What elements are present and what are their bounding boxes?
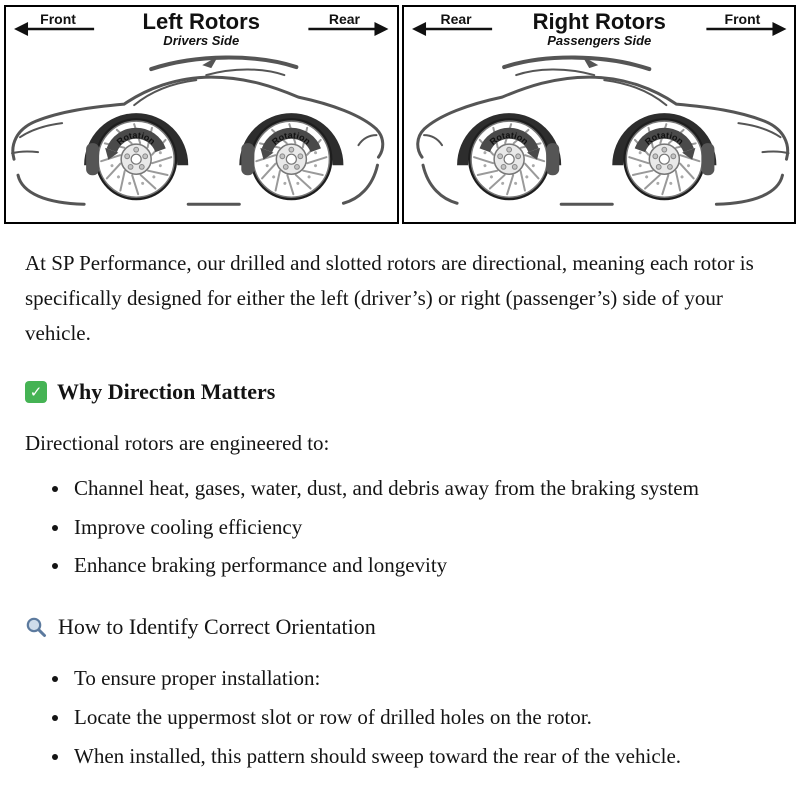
- why-direction-heading-text: Why Direction Matters: [57, 379, 276, 405]
- panel-subtitle: Passengers Side: [546, 33, 651, 49]
- list-item: • Improve cooling efficiency: [71, 510, 760, 545]
- check-icon: ✓: [25, 381, 47, 403]
- list-item: • Locate the uppermost slot or row of drilled holes on the rotor.: [71, 700, 760, 735]
- list-item: • When installed, this pattern should sweep toward the rear of the vehicle.: [71, 739, 760, 774]
- panel-title: Right Rotors: [532, 9, 666, 35]
- front-label: Front: [40, 11, 76, 28]
- engineered-lead: Directional rotors are engineered to:: [25, 431, 330, 456]
- intro-paragraph: At SP Performance, our drilled and slotted rotors are directional, meaning each rotor is specifically designed for either the left (driver’s) or right (passenger’s) side of your vehicle.: [25, 251, 754, 345]
- magnifier-icon: [25, 616, 47, 638]
- why-direction-list: [25, 471, 760, 583]
- identify-orientation-heading: [25, 609, 760, 645]
- rotation-label: Rotation: [114, 130, 158, 147]
- rotation-label: Rotation: [269, 130, 313, 147]
- article-body: [0, 224, 800, 809]
- list-item: • Enhance braking performance and longevity: [71, 548, 760, 583]
- rear-label: Rear: [328, 11, 360, 28]
- identify-orientation-list: [25, 661, 760, 773]
- rotor-direction-diagram: [0, 0, 800, 224]
- panel-subtitle: Drivers Side: [163, 33, 240, 49]
- car-side-view-left: [12, 56, 383, 204]
- rear-label: Rear: [440, 11, 472, 28]
- rotation-label: Rotation: [642, 130, 686, 147]
- right-rotors-illustration: [404, 7, 795, 222]
- why-direction-heading: [25, 374, 760, 410]
- right-rotors-panel: [402, 5, 797, 224]
- front-label: Front: [724, 11, 760, 28]
- left-rotors-panel: [4, 5, 399, 224]
- list-item: • To ensure proper installation:: [71, 661, 760, 696]
- list-item: • Channel heat, gases, water, dust, and debris away from the braking system: [71, 471, 760, 506]
- left-rotors-illustration: [6, 7, 397, 222]
- rotation-label: Rotation: [487, 130, 531, 147]
- car-side-view-right: [417, 56, 788, 204]
- identify-orientation-heading-text: How to Identify Correct Orientation: [58, 614, 376, 640]
- panel-title: Left Rotors: [142, 9, 260, 35]
